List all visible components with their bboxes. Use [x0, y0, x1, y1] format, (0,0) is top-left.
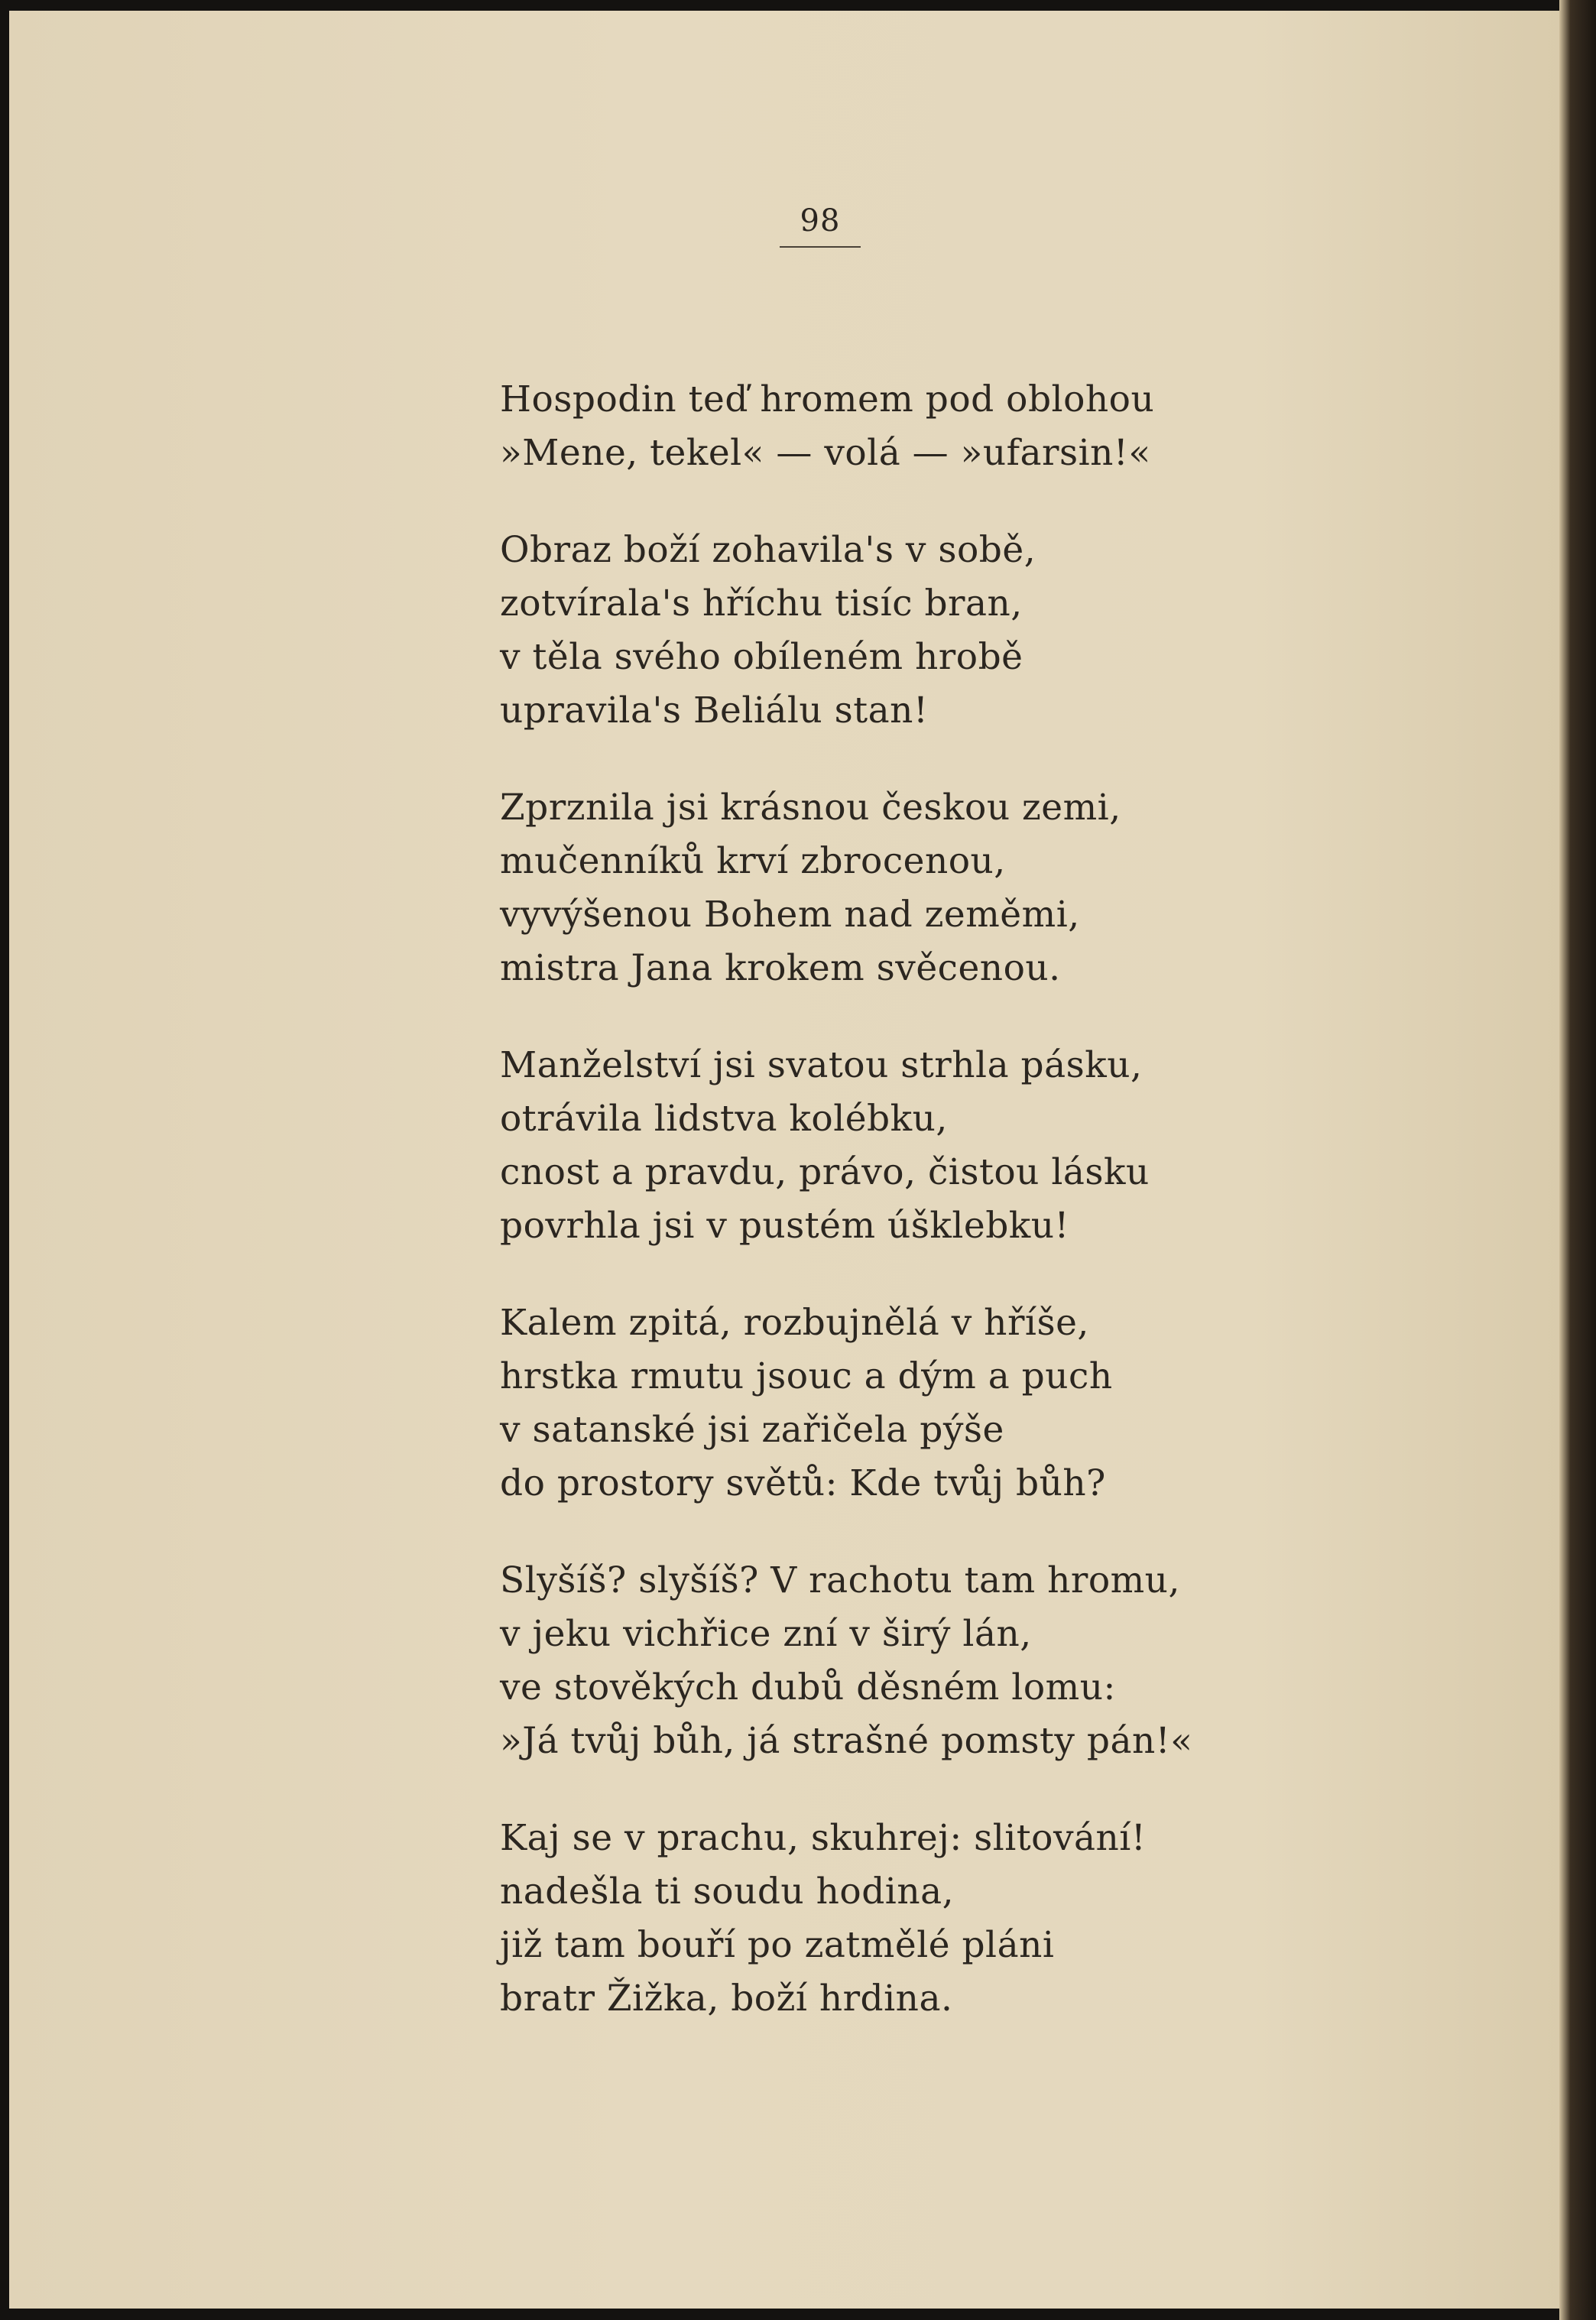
verse-line: vyvýšenou Bohem nad zeměmi,	[500, 894, 1080, 936]
verse-line: povrhla jsi v pustém úšklebku!	[500, 1205, 1069, 1247]
verse-line: nadešla ti soudu hodina,	[500, 1871, 955, 1913]
verse-line: cnost a pravdu, právo, čistou lásku	[500, 1151, 1150, 1193]
verse-line: již tam bouří po zatmělé pláni	[500, 1924, 1055, 1966]
verse-line: v satanské jsi zařičela pýše	[500, 1409, 1004, 1451]
verse-line: Zprznila jsi krásnou českou zemi,	[500, 787, 1121, 829]
stanza-7	[500, 1812, 1264, 2026]
stanza-2	[500, 524, 1264, 738]
page-number-rule	[780, 246, 861, 248]
page-binding-edge	[1559, 0, 1596, 2320]
poem	[500, 373, 1264, 2069]
stanza-5	[500, 1296, 1264, 1510]
verse-line: Hospodin teď hromem pod oblohou	[500, 378, 1155, 420]
verse-line: mučenníků krví zbrocenou,	[500, 840, 1006, 882]
verse-line: v těla svého obíleném hrobě	[500, 636, 1023, 678]
verse-line: ve stověkých dubů děsném lomu:	[500, 1666, 1116, 1708]
verse-line: Obraz boží zohavila's v sobě,	[500, 529, 1036, 571]
verse-line: Slyšíš? slyšíš? V rachotu tam hromu,	[500, 1559, 1180, 1601]
verse-line: upravila's Beliálu stan!	[500, 690, 929, 732]
verse-line: zotvírala's hříchu tisíc bran,	[500, 582, 1023, 625]
verse-line: bratr Žižka, boží hrdina.	[500, 1978, 953, 2020]
verse-line: v jeku vichřice zní v širý lán,	[500, 1613, 1032, 1655]
verse-line: mistra Jana krokem svěcenou.	[500, 947, 1061, 989]
stanza-1	[500, 373, 1264, 480]
verse-line: Kaj se v prachu, skuhrej: slitování!	[500, 1817, 1147, 1859]
stanza-6	[500, 1554, 1264, 1768]
verse-line: hrstka rmutu jsouc a dým a puch	[500, 1355, 1113, 1397]
verse-line: do prostory světů: Kde tvůj bůh?	[500, 1462, 1106, 1504]
stanza-4	[500, 1039, 1264, 1253]
verse-line: Kalem zpitá, rozbujnělá v hříše,	[500, 1302, 1089, 1344]
verse-line: otrávila lidstva kolébku,	[500, 1098, 948, 1140]
verse-line: »Mene, tekel« — volá — »ufarsin!«	[500, 432, 1151, 474]
verse-line: Manželství jsi svatou strhla pásku,	[500, 1044, 1143, 1086]
verse-line: »Já tvůj bůh, já strašné pomsty pán!«	[500, 1720, 1193, 1762]
page-number: 98	[800, 203, 841, 238]
stanza-3	[500, 781, 1264, 995]
